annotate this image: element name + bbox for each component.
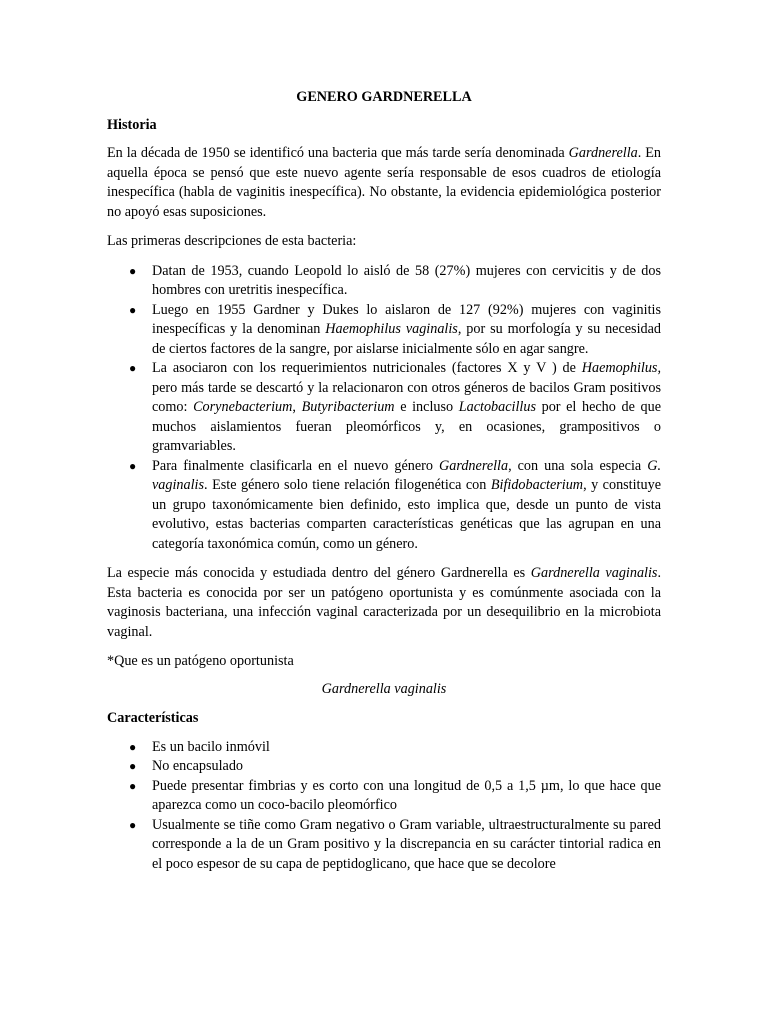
list-item: [107, 738, 661, 758]
document-page: [107, 88, 661, 884]
list-item: [107, 359, 661, 457]
descriptions-intro: Las primeras descripciones de esta bacteria:: [107, 233, 357, 249]
species-name-caption: Gardnerella vaginalis: [321, 680, 447, 697]
list-item: [107, 262, 661, 301]
italic-term: Haemophilus,: [581, 360, 661, 376]
list-item: [107, 777, 661, 816]
text-run: , por su morfología y su necesidad de ciertos factores de la sangre, por aislarse inicialmente sólo en agar sangre.: [152, 321, 662, 357]
document-title: GENERO GARDNERELLA: [296, 89, 472, 105]
italic-term: Gardnerella: [568, 145, 638, 161]
italic-term: Corynebacterium: [193, 399, 293, 415]
characteristics-bullet-list: [107, 738, 661, 875]
text-run: Puede presentar fimbrias y es corto con una longitud de 0,5 a 1,5 µm, lo que hace que aparezca como un coco-bacilo pleomórfico: [152, 777, 661, 813]
question-note: *Que es un patógeno oportunista: [107, 653, 294, 669]
italic-term: Gardnerella: [439, 457, 509, 474]
species-paragraph: [107, 564, 661, 642]
text-run: En la década de 1950 se identificó una bacteria que más tarde sería denominada: [107, 145, 569, 161]
text-run: Para finalmente clasificarla en el nuevo género: [152, 457, 439, 474]
text-run: Datan de 1953, cuando Leopold lo aisló de 58 (27%) mujeres con cervicitis y de dos hombres con uretritis inespecífica.: [152, 262, 661, 298]
text-run: Usualmente se tiñe como Gram negativo o Gram variable, ultraestructuralmente su pared corresponde a la de un Gram positivo y la discrepancia en su carácter tintorial radica en el poco espesor de su capa de peptidoglicano, que hace que se decolore: [152, 816, 661, 872]
bullet-icon: ●: [129, 361, 137, 375]
bullet-icon: ●: [129, 263, 137, 278]
list-item: [107, 816, 661, 875]
bullet-icon: ●: [129, 817, 137, 832]
text-run: Es un bacilo inmóvil: [152, 738, 270, 755]
history-bullet-list: [107, 262, 661, 555]
history-heading: Historia: [107, 116, 157, 133]
text-run: . En aquella época se pensó que este nuevo agente sería responsable de esos cuadros de etiología inespecífica (habla de vaginitis inespecífica). No obstante, la evidencia epidemiológica posterior no apoyó esas suposiciones.: [107, 145, 661, 220]
history-paragraph: [107, 144, 661, 222]
text-run: La asociaron con los requerimientos nutricionales (factores X y V ) de: [152, 360, 582, 376]
list-item: [107, 301, 661, 360]
italic-term: Gardnerella vaginalis: [530, 565, 658, 581]
italic-term: G. vaginalis: [152, 457, 661, 493]
text-run: , con una sola especia: [508, 457, 648, 474]
list-item: [107, 757, 661, 777]
bullet-icon: ●: [129, 302, 137, 317]
italic-term: Butyribacterium: [301, 399, 395, 415]
list-item: [107, 457, 661, 555]
text-run: La especie más conocida y estudiada dentro del género Gardnerella es: [107, 565, 531, 581]
text-run: pero más tarde se descartó y la relacionaron con otros géneros de bacilos Gram positivos como:: [152, 379, 661, 415]
bullet-icon: ●: [129, 778, 137, 793]
italic-term: Haemophilus vaginalis: [325, 321, 458, 337]
text-run: . Este género solo tiene relación filogenética con: [204, 477, 491, 493]
text-run: No encapsulado: [152, 758, 244, 774]
text-run: ,: [292, 399, 302, 415]
text-run: por el hecho de que muchos aislamientos fueran pleomórficos y, en ocasiones, grampositivos o gramvariables.: [152, 399, 661, 454]
text-run: e incluso: [394, 399, 459, 415]
bullet-icon: ●: [129, 458, 137, 473]
bullet-icon: ●: [129, 739, 137, 754]
text-run: Luego en 1955 Gardner y Dukes lo aislaron de 127 (92%) mujeres con vaginitis inespecíficas y la denominan: [152, 301, 661, 337]
italic-term: Lactobacillus: [458, 399, 536, 415]
text-run: , y constituye un grupo taxonómicamente bien definido, esto implica que, desde un punto de vista evolutivo, estas bacterias comparten características genéticas que las agrupan en una categoría taxonómica común, como un género.: [152, 477, 661, 552]
characteristics-heading: Características: [107, 710, 199, 726]
text-run: . Esta bacteria es conocida por ser un patógeno oportunista y es comúnmente asociada con la vaginosis bacteriana, una infección vaginal caracterizada por un desequilibrio en la microbiota vaginal.: [107, 565, 661, 640]
italic-term: Bifidobacterium: [490, 477, 584, 493]
bullet-icon: ●: [129, 759, 137, 773]
